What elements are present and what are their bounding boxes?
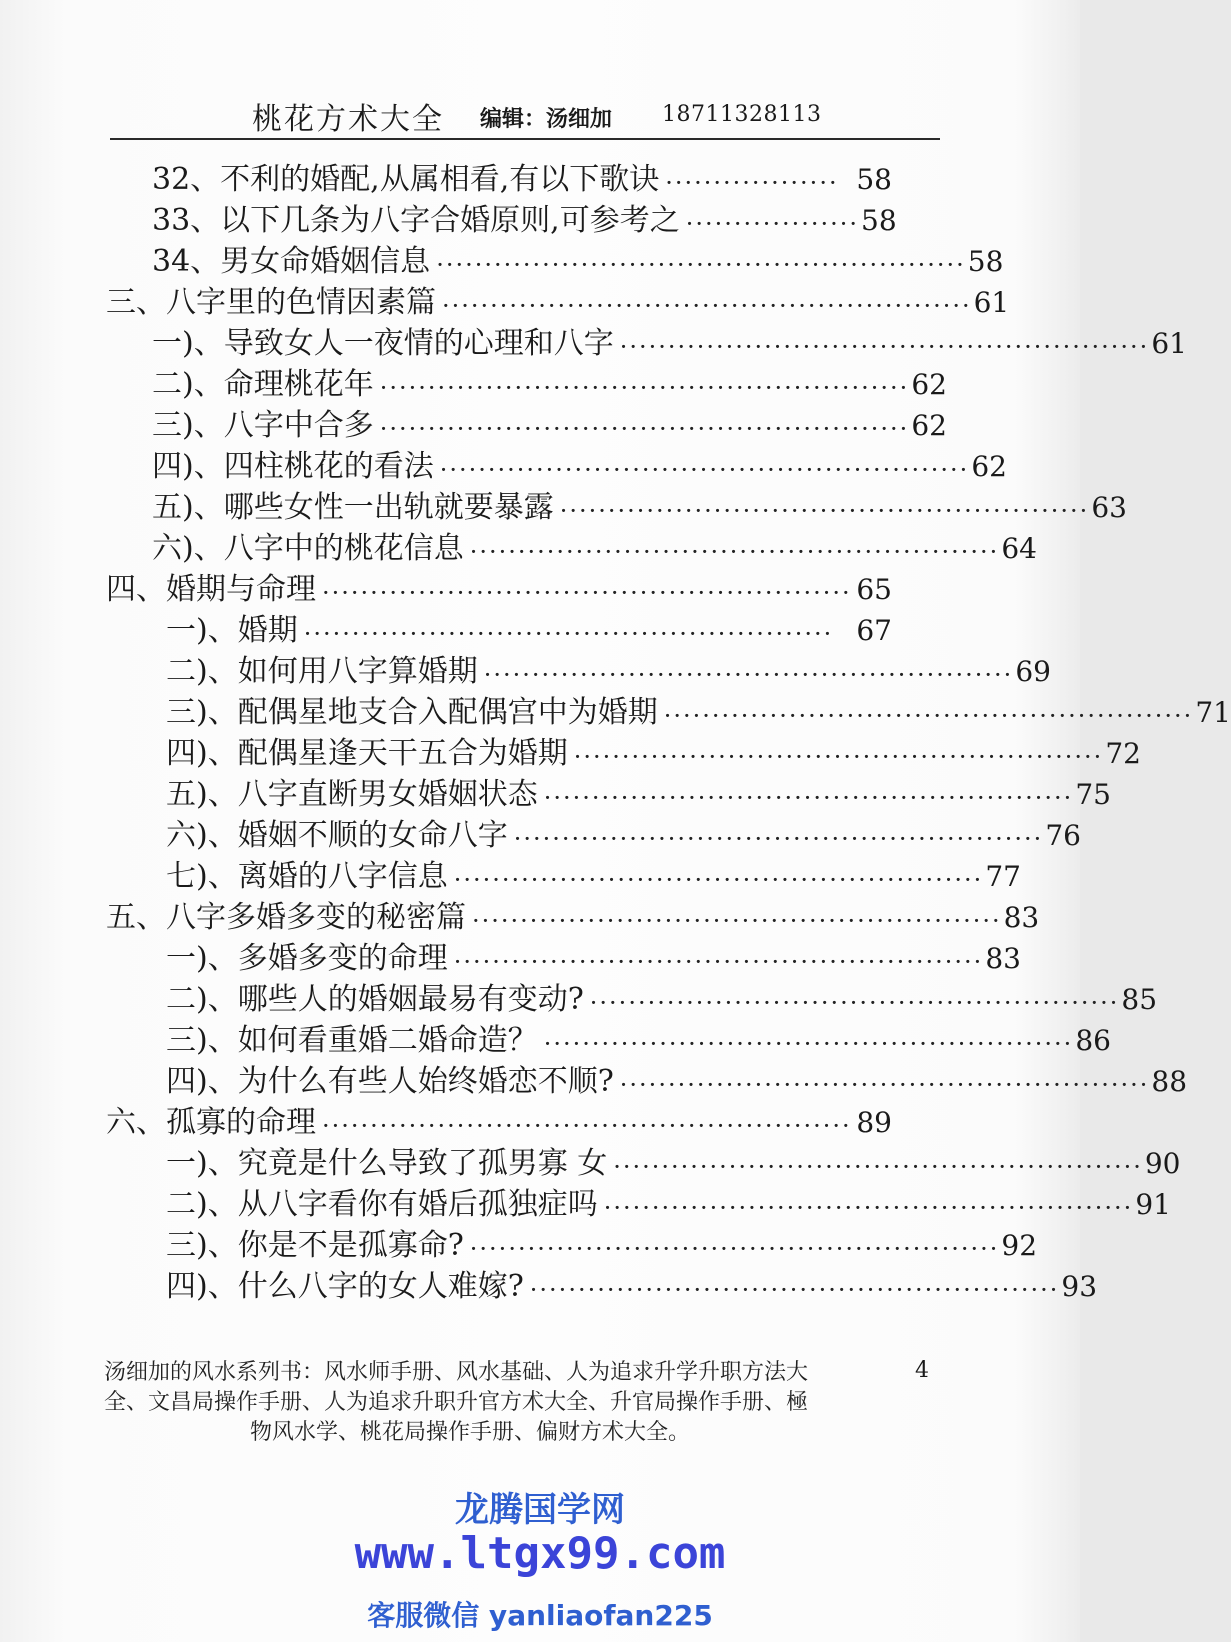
toc-section [106,898,1040,938]
toc-entry [152,447,1007,487]
toc-entry [166,1226,1038,1266]
toc-entry-label: 三)、你是不是孤寡命? [166,1228,464,1263]
toc-entry [152,324,1187,364]
toc-entry-label: 六)、婚姻不顺的女命八字 [166,818,508,853]
toc-entry [166,734,1141,774]
toc-section [106,283,1010,323]
toc-leader-dots: ······················································· [442,292,972,320]
toc-leader-dots: ·················· [685,210,860,238]
toc-entry [166,939,1021,979]
toc-section-label: 四、婚期与命理 [106,572,316,607]
book-title: 桃花方术大全 [252,102,444,137]
toc-leader-dots: ······················································· [483,661,1014,689]
editor-phone: 18711328113 [662,102,822,127]
toc-entry-page: 76 [1045,819,1081,852]
toc-entry [166,1144,1181,1184]
toc-leader-dots: ······················································· [663,702,1194,730]
toc-entry-page: 63 [1091,491,1127,524]
toc-section-label: 三、八字里的色情因素篇 [106,285,436,320]
toc-entry-page: 64 [1001,532,1037,565]
toc-entry-label: 四)、四柱桃花的看法 [152,449,434,484]
toc-leader-dots: ······················································· [529,1276,1060,1304]
toc-section-label: 六、孤寡的命理 [106,1105,316,1140]
toc-entry-page: 69 [1015,655,1051,688]
toc-entry [166,857,1021,897]
toc-section [106,570,892,610]
toc-leader-dots: ······················································· [603,1194,1134,1222]
toc-entry [152,160,892,200]
toc-entry [152,201,897,241]
toc-entry-label: 二)、如何用八字算婚期 [166,654,478,689]
watermark-site-name: 龙腾国学网 [455,1490,625,1530]
toc-section [106,1103,892,1143]
footer-line: 物风水学、桃花局操作手册、偏财方术大全。 [250,1420,691,1445]
toc-entry-page: 90 [1144,1147,1181,1180]
series-footer [104,1358,884,1448]
toc-leader-dots: ······················································· [379,374,910,402]
toc-entry-page: 83 [1003,901,1040,934]
toc-section-label: 五、八字多婚多变的秘密篇 [106,900,466,935]
toc-entry-page: 58 [967,245,1004,278]
toc-entry [166,652,1051,692]
toc-entry [166,1062,1188,1102]
toc-leader-dots: ·················· [665,169,839,197]
toc-entry [166,693,1231,733]
toc-entry-page: 61 [1151,327,1187,360]
toc-leader-dots: ······················································· [379,415,910,443]
toc-leader-dots: ······················································· [559,497,1090,525]
toc-entry-label: 五)、八字直断男女婚姻状态 [166,777,538,812]
toc-entry-label: 32、不利的婚配,从属相看,有以下歌诀 [152,162,660,197]
toc-leader-dots: ······················································· [436,251,966,279]
toc-entry-page: 58 [861,204,897,237]
toc-entry [166,816,1081,856]
toc-entry-label: 四)、为什么有些人始终婚恋不顺? [166,1064,614,1099]
toc-leader-dots: ······················································· [469,1235,1000,1263]
toc-entry-page: 62 [911,409,947,442]
toc-entry-page: 58 [856,163,892,196]
toc-entry-label: 二)、哪些人的婚姻最易有变动? [166,982,584,1017]
toc-entry [152,488,1127,528]
toc-entry-page: 62 [911,368,947,401]
toc-leader-dots: ······················································· [322,1112,852,1140]
toc-leader-dots: ······················································· [453,866,984,894]
toc-entry-label: 二)、从八字看你有婚后孤独症吗 [166,1187,598,1222]
toc-entry-page: 77 [985,860,1021,893]
toc-leader-dots: ······················································· [439,456,970,484]
toc-entry-label: 三)、如何看重婚二婚命造？ [166,1023,538,1058]
toc-entry [166,1185,1171,1225]
toc-entry-label: 四)、配偶星逢天干五合为婚期 [166,736,568,771]
toc-entry-label: 一)、究竟是什么导致了孤男寡 女 [166,1146,608,1181]
toc-entry-page: 72 [1105,737,1141,770]
toc-leader-dots: ······················································· [303,620,834,648]
toc-entry [152,406,947,446]
toc-entry-label: 三)、八字中合多 [152,408,374,443]
toc-entry-label: 六)、八字中的桃花信息 [152,531,464,566]
toc-entry [152,242,1004,282]
toc-entry [166,611,892,651]
toc-entry-page: 86 [1075,1024,1111,1057]
watermark-url: www.ltgx99.com [354,1528,726,1579]
toc-entry-label: 一)、多婚多变的命理 [166,941,448,976]
toc-entry-page: 83 [985,942,1021,975]
toc-entry-label: 二)、命理桃花年 [152,367,374,402]
toc-entry-label: 四)、什么八字的女人难嫁? [166,1269,524,1304]
watermark-contact: 客服微信 yanliaofan225 [367,1599,713,1632]
toc-entry-page: 67 [856,614,892,647]
toc-entry-page: 92 [1001,1229,1038,1262]
toc-entry-page: 91 [1135,1188,1171,1221]
toc-leader-dots: ······················································· [472,907,1002,935]
toc-leader-dots: ······················································· [573,743,1104,771]
toc-entry-page: 71 [1195,696,1231,729]
toc-leader-dots: ······················································· [453,948,984,976]
toc-entry-label: 一)、婚期 [166,613,298,648]
toc-entry-label: 五)、哪些女性一出轨就要暴露 [152,490,554,525]
toc-entry [166,980,1158,1020]
toc-leader-dots: ······················································· [322,579,852,607]
toc-entry-page: 75 [1075,778,1111,811]
page-header [110,92,940,140]
toc-leader-dots: ······················································· [469,538,1000,566]
toc-entry-page: 93 [1061,1270,1098,1303]
editor-credit: 编辑：汤细加 [480,106,613,132]
footer-line: 汤细加的风水系列书：风水师手册、风水基础、人为追求升学升职方法大 [104,1360,809,1385]
toc-entry [166,775,1111,815]
toc-leader-dots: ······················································· [543,784,1074,812]
toc-leader-dots: ······················································· [619,333,1150,361]
toc-leader-dots: ······················································· [613,1153,1143,1181]
toc-entry-label: 一)、导致女人一夜情的心理和八字 [152,326,614,361]
toc-entry-page: 85 [1121,983,1158,1016]
toc-entry-page: 61 [973,286,1010,319]
toc-leader-dots: ······················································· [513,825,1044,853]
toc-entry [166,1021,1111,1061]
toc-entry-page: 89 [856,1106,892,1139]
toc-entry-label: 34、男女命婚姻信息 [152,244,431,279]
toc-entry [152,529,1037,569]
toc-entry [166,1267,1098,1307]
toc-entry-page: 88 [1151,1065,1188,1098]
toc-entry-label: 三)、配偶星地支合入配偶宫中为婚期 [166,695,658,730]
toc-entry-page: 62 [971,450,1007,483]
toc-entry [152,365,947,405]
toc-leader-dots: ······················································· [619,1071,1150,1099]
page-number: 4 [915,1358,929,1383]
toc-entry-label: 33、以下几条为八字合婚原则,可参考之 [152,203,680,238]
toc-entry-page: 65 [856,573,892,606]
toc-leader-dots: ······················································· [543,1030,1074,1058]
toc-entry-label: 七)、离婚的八字信息 [166,859,448,894]
footer-line: 全、文昌局操作手册、人为追求升职升官方术大全、升官局操作手册、極 [104,1390,809,1415]
toc-leader-dots: ······················································· [589,989,1120,1017]
